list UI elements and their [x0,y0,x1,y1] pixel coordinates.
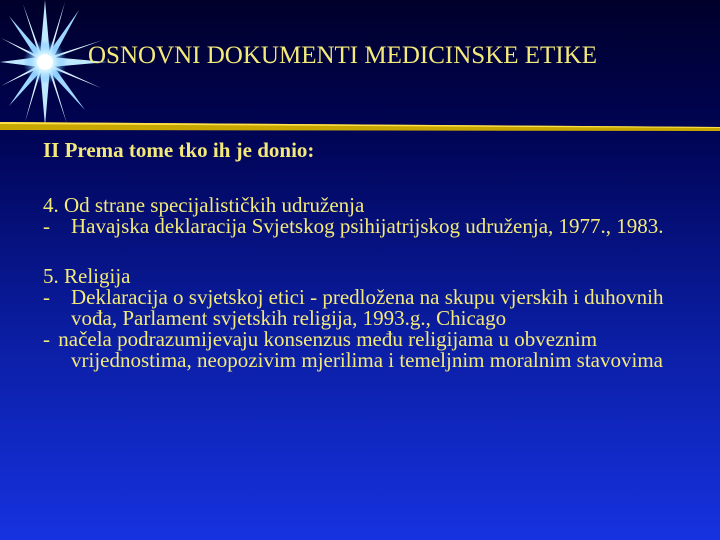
section-number-line: 5. Religija [43,264,131,288]
section-block [43,266,703,371]
list-item [43,287,703,329]
list-item-text: Havajska deklaracija Svjetskog psihijatrijskog udruženja, 1977., 1983. [71,214,664,238]
slide-content [43,140,703,400]
section-heading: II Prema tome tko ih je donio: [43,138,315,162]
bullet-dash: - [43,285,50,309]
slide-title: OSNOVNI DOKUMENTI MEDICINSKE ETIKE [88,42,597,69]
list-item [43,329,703,371]
list-item-text: Deklaracija o svjetskoj etici - predložena na skupu vjerskih i duhovnih vođa, Parlament svjetskih religija, 1993.g., Chicago [71,285,664,330]
section-block [43,195,703,237]
bullet-dash: - [43,214,50,238]
bullet-dash: - [43,327,50,351]
list-item [43,216,703,237]
section-number-line: 4. Od strane specijalističkih udruženja [43,193,365,217]
list-item-text: načela podrazumijevaju konsenzus među religijama u obveznim vrijednostima, neopozivim mjerilima i temeljnim moralnim stavovima [58,327,663,372]
title-divider [0,118,720,134]
